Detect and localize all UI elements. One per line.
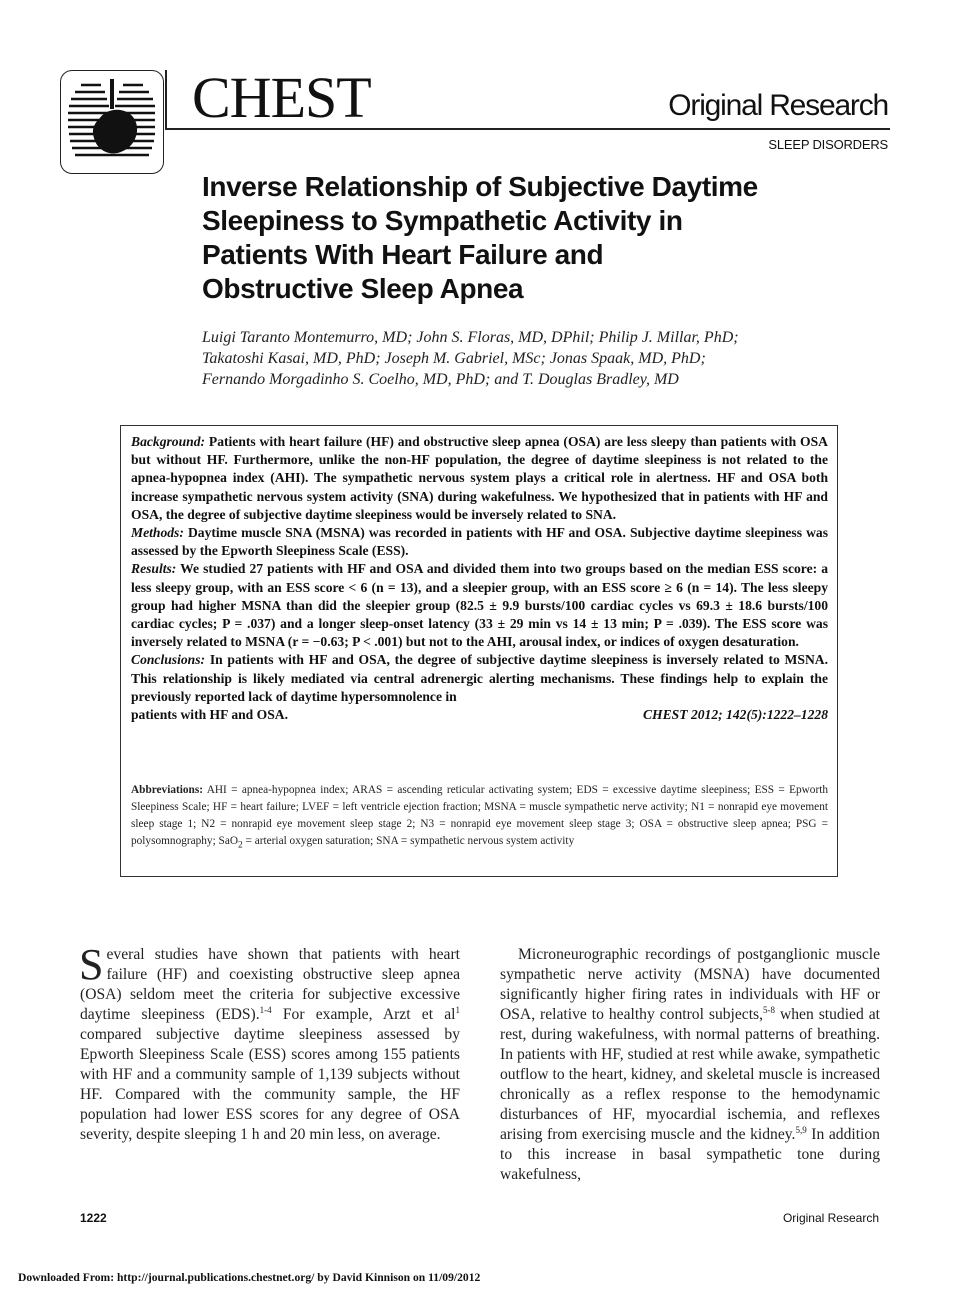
abbreviations-label: Abbreviations: <box>131 784 203 796</box>
lungs-heart-icon <box>61 71 163 173</box>
conclusions-label: Conclusions: <box>131 652 206 668</box>
header-vertical-rule <box>165 70 167 130</box>
citation-ref: 5-8 <box>763 1004 776 1015</box>
title-line: Inverse Relationship of Subjective Daytime <box>202 171 758 202</box>
body-text: Microneurographic recordings of postganglionic muscle sympathetic nerve activity (MSNA) have documented significantly higher firing rates in individuals with HF or OSA, relative to healthy control subjects, <box>500 946 880 1023</box>
methods-text: Daytime muscle SNA (MSNA) was recorded in patients with HF and OSA. Subjective daytime sleepiness was assessed by the Epworth Sleepiness Scale (ESS). <box>131 525 828 559</box>
results-label: Results: <box>131 561 177 577</box>
subsection-name: SLEEP DISORDERS <box>768 137 888 152</box>
citation-ref: 5,9 <box>795 1124 807 1135</box>
citation-ref: 1-4 <box>259 1004 272 1015</box>
author-line: Fernando Morgadinho S. Coelho, MD, PhD; and T. Douglas Bradley, MD <box>202 371 679 388</box>
background-text: Patients with heart failure (HF) and obstructive sleep apnea (OSA) are less sleepy than patients with OSA but without HF. Furthermore, unlike the non-HF population, the degree of daytime sleepiness is not related to the apnea-hypopnea index (AHI). The sympathetic nervous system plays a critical role in alertness. HF and OSA both increase sympathetic nervous system activity (SNA) during wakefulness. We hypothesized that in patients with HF and OSA, the degree of subjective daytime sleepiness would be inversely related to SNA. <box>131 434 828 522</box>
download-notice: Downloaded From: http://journal.publications.chestnet.org/ by David Kinnison on 11/09/2012 <box>18 1271 481 1284</box>
body-text: everal studies have shown that patients with heart failure (HF) and coexisting obstructive sleep apnea (OSA) seldom meet the criteria for subjective excessive daytime sleepiness (EDS). <box>80 946 460 1023</box>
abstract-background <box>131 433 828 524</box>
body-text: For example, Arzt et al <box>271 1006 456 1023</box>
body-column-right <box>500 945 880 1185</box>
journal-name: CHEST <box>192 65 371 130</box>
drop-cap: S <box>79 940 104 989</box>
body-text: In addition to this increase in basal sympathetic tone during wakefulness, <box>500 1126 880 1183</box>
methods-label: Methods: <box>131 525 184 541</box>
conclusions-text: In patients with HF and OSA, the degree of subjective daytime sleepiness is inversely related to MSNA. This relationship is likely mediated via central adrenergic alerting mechanisms. These findings help to explain the previously reported lack of daytime hypersomnolence in <box>131 652 828 704</box>
abbreviations-text-end: = arterial oxygen saturation; SNA = sympathetic nervous system activity <box>242 835 575 847</box>
results-text: We studied 27 patients with HF and OSA and divided them into two groups based on the median ESS score: a less sleepy group, with an ESS score < 6 (n = 13), and a sleepier group, with an ESS score ≥ 6 (n = 14). The less sleepy group had higher MSNA than did the sleepier group (82.5 ± 9.9 bursts/100 cardiac cycles vs 69.3 ± 18.6 bursts/100 cardiac cycles; P = .037) and a longer sleep-onset latency (33 ± 29 min vs 14 ± 13 min; P = .039). The ESS score was inversely related to MSNA (r = −0.63; P < .001) but not to the AHI, arousal index, or indices of oxygen desaturation. <box>131 561 829 650</box>
citation-ref: 1 <box>455 1004 461 1015</box>
conclusions-last-line <box>131 706 828 724</box>
section-name: Original Research <box>668 89 888 122</box>
abstract-results <box>131 560 828 651</box>
body-paragraph <box>79 940 461 1145</box>
body-paragraph <box>500 945 880 1185</box>
abstract-methods <box>131 524 828 560</box>
journal-citation: CHEST 2012; 142(5):1222–1228 <box>642 707 828 723</box>
background-label: Background: <box>131 434 206 449</box>
journal-logo <box>60 70 164 174</box>
page-number: 1222 <box>80 1211 107 1225</box>
body-text: when studied at rest, during wakefulness, with normal patterns of breathing. In patients with HF, studied at rest while awake, sympathetic outflow to the heart, kidney, and skeletal muscle is increased chronically as a reflex response to the hemodynamic disturbances of HF, myocardial ischemia, and reflexes arising from exercising muscle and the kidney. <box>500 1006 880 1143</box>
footer-section-name: Original Research <box>782 1211 879 1225</box>
body-text: compared subjective daytime sleepiness assessed by Epworth Sleepiness Scale (ESS) scores among 155 patients with HF and a community sample of 1,139 subjects without HF. Compared with the community sample, the HF population had lower ESS scores for any degree of OSA severity, despite sleeping 1 h and 20 min less, on average. <box>80 1026 460 1143</box>
title-line: Patients With Heart Failure and <box>202 239 604 270</box>
abstract-conclusions <box>131 651 828 706</box>
body-column-left <box>79 940 461 1145</box>
author-list <box>202 327 882 390</box>
abbreviations-text: AHI = apnea-hypopnea index; ARAS = ascending reticular activating system; EDS = excessive daytime sleepiness; ESS = Epworth Sleepiness Scale; HF = heart failure; LVEF = left ventricle ejection fraction; MSNA = muscle sympathetic nerve activity; N1 = nonrapid eye movement sleep stage 1; N2 = nonrapid eye movement sleep stage 2; N3 = nonrapid eye movement sleep stage 3; OSA = obstructive sleep apnea; PSG = polysomnography; SaO <box>131 784 828 847</box>
title-line: Obstructive Sleep Apnea <box>202 273 524 304</box>
abbreviations <box>131 782 828 854</box>
author-line: Takatoshi Kasai, MD, PhD; Joseph M. Gabriel, MSc; Jonas Spaak, MD, PhD; <box>202 350 706 367</box>
subscript: 2 <box>238 840 243 851</box>
abstract <box>131 433 828 724</box>
author-line: Luigi Taranto Montemurro, MD; John S. Floras, MD, DPhil; Philip J. Millar, PhD; <box>202 329 739 346</box>
article-title <box>202 170 862 306</box>
title-line: Sleepiness to Sympathetic Activity in <box>202 205 683 236</box>
conclusions-last-text: patients with HF and OSA. <box>131 707 288 723</box>
